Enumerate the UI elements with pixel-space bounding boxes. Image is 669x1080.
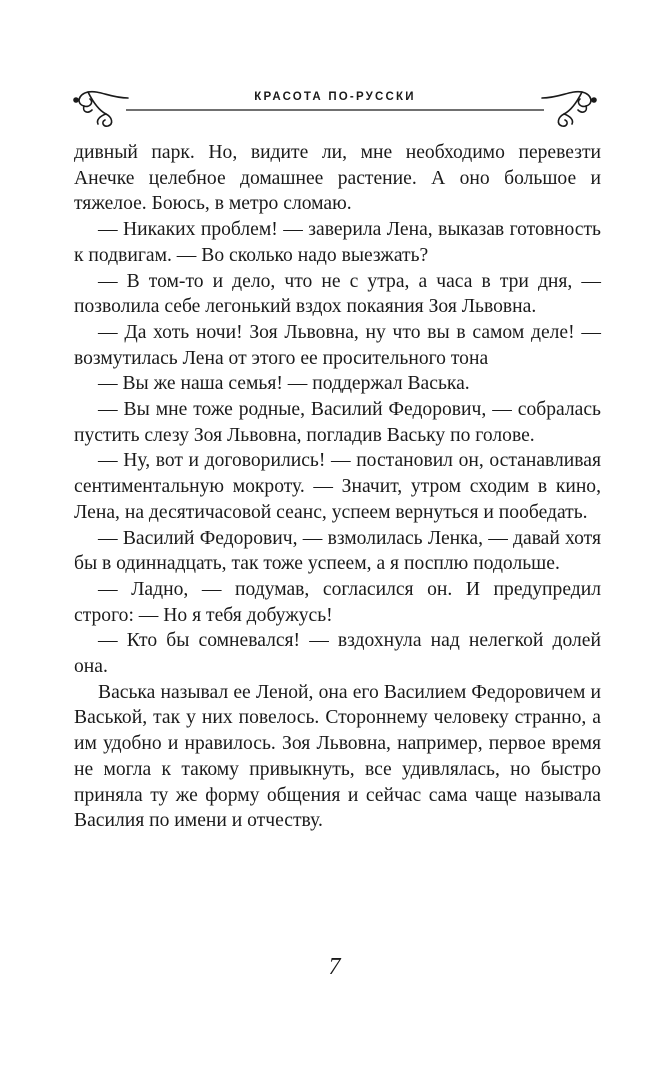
paragraph: — Кто бы сомневался! — вздохнула над нелегкой долей она. [74,630,601,678]
paragraph: — Ладно, — подумав, согласился он. И предупредил строго: — Но я тебя добужусь! [74,578,601,626]
page-number: 7 [328,954,341,980]
paragraph: — Василий Федорович, — взмолилась Ленка, — давай хотя бы в одиннадцать, так тоже успеем, а я посплю подольше. [74,527,601,575]
paragraph: — Ну, вот и договорились! — постановил он, останавливая сентиментальную мокроту. — Значит, утром сходим в кино, Лена, на десятичасовой сеанс, успеем вернуться и пообедать. [74,450,601,523]
paragraph: — Никаких проблем! — заверила Лена, выказав готовность к подвигам. — Во сколько надо выезжать? [74,219,601,266]
running-title: КРАСОТА ПО-РУССКИ [254,91,416,103]
body-text [74,140,601,834]
paragraph: — Вы же наша семья! — поддержал Васька. [98,373,470,395]
paragraph: — В том-то и дело, что не с утра, а часа в три дня, — позволила себе легонький вздох покаяния Зоя Львовна. [74,270,601,318]
paragraph: — Вы мне тоже родные, Василий Федорович, — собралась пустить слезу Зоя Львовна, погладив Ваську по голове. [74,399,601,446]
running-header [70,84,600,128]
paragraph: Васька называл ее Леной, она его Василием Федоровичем и Васькой, так у них повелось. Стороннему человеку странно, а им удобно и нравилось. Зоя Львовна, например, первое время не могла к такому привыкнуть, все удивлялась, но быстро приняла ту же форму общения и сейчас сама чаще называла Василия по имени и отчеству. [74,681,601,832]
paragraph: дивный парк. Но, видите ли, мне необходимо перевезти Анечке целебное домашнее растение. А оно большое и тяжелое. Боюсь, в метро сломаю. [74,142,601,215]
paragraph: — Да хоть ночи! Зоя Львовна, ну что вы в самом деле! — возмутилась Лена от этого ее просительного тона [74,321,601,369]
